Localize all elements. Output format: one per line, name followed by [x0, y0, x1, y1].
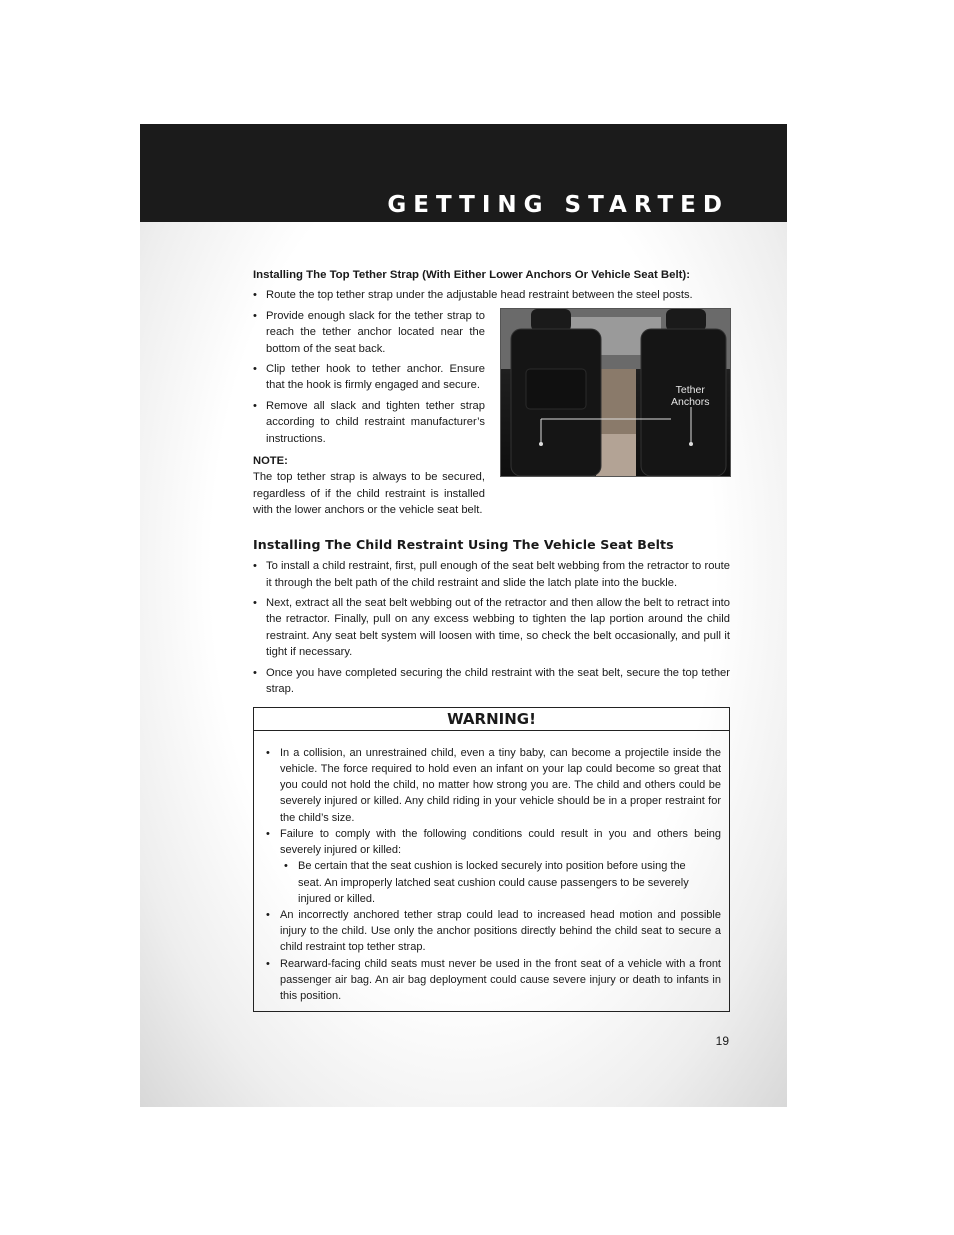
floor [596, 434, 636, 476]
warning-bullets [266, 745, 721, 1004]
list-item: • Clip tether hook to tether anchor. Ensure that the hook is firmly engaged and secure. [253, 361, 485, 394]
section-title: GETTING STARTED [387, 192, 729, 218]
photo-label-line2: Anchors [671, 395, 710, 408]
right-anchor-marker [689, 442, 693, 446]
right-headrest [666, 309, 706, 331]
tether-two-column [253, 308, 730, 528]
list-item: • Remove all slack and tighten tether strap according to child restraint manufacturer’s instructions. [253, 398, 485, 447]
note-label: NOTE: [253, 455, 288, 468]
console [596, 369, 636, 439]
list-item: • Route the top tether strap under the adjustable head restraint between the steel posts. [253, 287, 730, 303]
list-item: • Rearward-facing child seats must never be used in the front seat of a vehicle with a front passenger air bag. An air bag deployment could cause severe injury or death to infants in this position. [266, 956, 721, 1005]
note-text: The top tether strap is always to be secured, regardless of if the child restraint is installed with the lower anchors or the vehicle seat belt. [253, 471, 485, 517]
list-item: • Be certain that the seat cushion is locked securely into position before using the seat. An improperly latched seat cushion could cause passengers to be severely injured or killed. [284, 858, 721, 907]
list-item: • In a collision, an unrestrained child, even a tiny baby, can become a projectile inside the vehicle. The force required to hold even an infant on your lap could become so great that you could not hold the child, no matter how strong you are. The child and others could be severely injured or killed. Any child riding in your vehicle should be in a proper restraint for the child’s size. [266, 745, 721, 826]
seatbelt-bullets [253, 558, 730, 697]
warning-title: WARNING! [254, 708, 729, 730]
list-item: • Once you have completed securing the child restraint with the seat belt, secure the top tether strap. [253, 665, 730, 698]
left-seat-pocket [526, 369, 586, 409]
left-anchor-marker [539, 442, 543, 446]
tether-heading: Installing The Top Tether Strap (With Either Lower Anchors Or Vehicle Seat Belt): [253, 269, 691, 281]
warning-box [253, 707, 730, 1012]
page-content [253, 267, 730, 1012]
section-header-bar [140, 124, 787, 222]
tether-bullet-first [253, 287, 730, 303]
list-item [266, 826, 721, 907]
list-item: • To install a child restraint, first, pull enough of the seat belt webbing from the retractor to route it through the belt path of the child restraint and slide the latch plate into the buckle. [253, 558, 730, 591]
photo-label-line1: Tether [675, 383, 705, 396]
photo-label [671, 384, 710, 408]
tether-bullets [253, 308, 485, 447]
manual-page [140, 124, 787, 1107]
list-item: • Provide enough slack for the tether strap to reach the tether anchor located near the bottom of the seat back. [253, 308, 485, 357]
seatbelt-heading: Installing The Child Restraint Using The Vehicle Seat Belts [253, 536, 674, 552]
warning-sub-bullets [280, 858, 721, 907]
tether-steps [253, 308, 485, 519]
warning-body [254, 731, 729, 1011]
list-item: • Next, extract all the seat belt webbing out of the retractor and then allow the belt to retract into the retractor. Finally, pull on any excess webbing to tighten the lap portion around the child restraint. Any seat belt system will loosen with time, so check the belt occasionally, and pull it tight if necessary. [253, 595, 730, 661]
page-number: 19 [715, 1034, 729, 1048]
warning-bullet2-text: Failure to comply with the following conditions could result in you and others being severely injured or killed: [280, 827, 721, 857]
left-headrest [531, 309, 571, 331]
tether-anchors-photo [500, 308, 731, 477]
list-item: • An incorrectly anchored tether strap could lead to increased head motion and possible injury to the child. Use only the anchor positions directly behind the child seat to secure a child restraint top tether strap. [266, 907, 721, 956]
